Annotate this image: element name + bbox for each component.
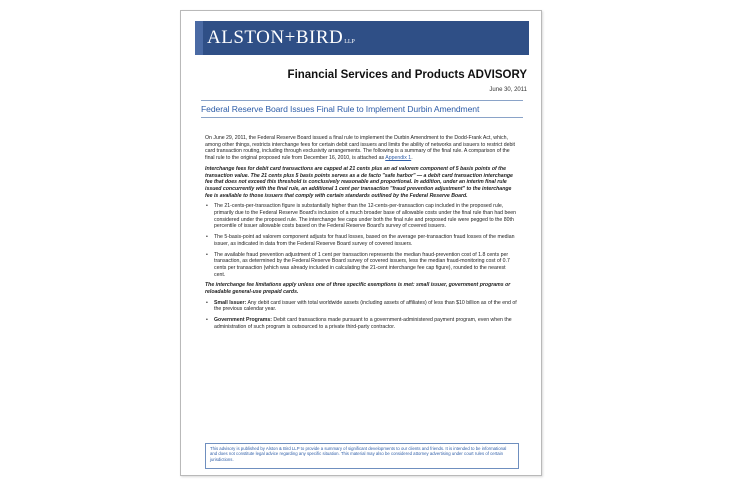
header-banner <box>195 21 529 55</box>
exemption-label: Government Programs: <box>214 317 272 324</box>
list-item <box>205 203 517 230</box>
bullet-icon: • <box>206 251 208 258</box>
intro-text-end: . <box>411 155 413 162</box>
list-item-text: The 21-cents-per-transaction figure is substantially higher than the 12-cents-per-transaction cap included in the proposed rule, primarily due to the Federal Reserve Board's inclusion of a much broader base of allowable costs under the final rule than had been considered under the proposed rule. The interchange fee caps under both the final rule and proposed rule were pegged to the 80th percentile of issuer allowable costs based on the Federal Reserve Board's survey of covered issuers. <box>214 203 517 230</box>
appendix-link[interactable]: Appendix 1 <box>385 155 412 162</box>
article-body <box>205 135 517 335</box>
disclaimer-text: This advisory is published by Alston & Bird LLP to provide a summary of significant developments to our clients and friends. It is intended to be informational and does not constitute legal advice regarding any specific situation. This material may also be considered attorney advertising under court rules of certain jurisdictions. <box>210 446 507 462</box>
headline-rule-bottom <box>201 117 523 118</box>
firm-logo <box>207 27 355 49</box>
list-item-text: The available fraud prevention adjustment of 1 cent per transaction represents the median fraud-prevention cost of 1.8 cents per transaction, as determined by the Federal Reserve Board survey of covered issuers, less the median fraud-monitoring cost of 0.7 cents per transaction (which was already included in calculating the 21-cent interchange fee cap figure), rounded to the nearest cent. <box>214 251 510 278</box>
exemption-list <box>205 300 517 331</box>
intro-paragraph <box>205 135 517 162</box>
exemptions-heading: The interchange fee limitations apply unless one of three specific exemptions is met: small issuer, government programs or reloadable general-use prepaid cards. <box>205 282 511 296</box>
bullet-icon: • <box>206 317 208 324</box>
document-page <box>180 10 542 476</box>
list-item <box>205 234 517 247</box>
bullet-icon: • <box>206 203 208 210</box>
list-item-text: The 5-basis-point ad valorem component adjusts for fraud losses, based on the average per-transaction fraud losses of the median issuer, as indicated in data from the Federal Reserve Board survey of covered issuers. <box>214 234 515 247</box>
banner-stripe <box>195 21 203 55</box>
list-item <box>205 252 517 279</box>
advisory-title: Financial Services and Products ADVISORY <box>287 69 527 81</box>
advisory-date: June 30, 2011 <box>489 87 527 93</box>
logo-suffix: LLP <box>344 39 355 45</box>
exemption-text: Debit card transactions made pursuant to a government-administered payment program, even when the administration of such program is outsourced to a private third-party contractor. <box>214 317 512 330</box>
exemption-label: Small Issuer: <box>214 299 247 306</box>
bullet-icon: • <box>206 234 208 241</box>
bullet-icon: • <box>206 299 208 306</box>
headline-rule-top <box>201 100 523 101</box>
list-item <box>205 317 517 330</box>
summary-paragraph: Interchange fees for debit card transactions are capped at 21 cents plus an ad valorem component of 5 basis points of the transaction value. The 21 cents plus 5 basis points serves as a de facto "safe harbor" — a debit card transaction interchange fee that does not exceed this threshold is conclusively reasonable and proportional. In addition, under an interim final rule issued concurrently with the final rule, an additional 1 cent per transaction "fraud prevention adjustment" to the interchange fee is available to those issuers that comply with certain standards outlined by the Federal Reserve Board. <box>205 165 513 199</box>
list-item <box>205 300 517 313</box>
logo-main: ALSTON+BIRD <box>207 27 344 48</box>
disclaimer-box <box>205 443 519 469</box>
intro-text: On June 29, 2011, the Federal Reserve Board issued a final rule to implement the Durbin Amendment to the Dodd-Frank Act, which, among other things, restricts interchange fees for certain debit card issuers and limits the ability of networks and issuers to restrict debit card transaction routing, including through exclusivity arrangements. The following is a summary of the final rule. A comparison of the final rule to the original proposed rule from December 16, 2010, is attached as <box>205 135 515 162</box>
article-headline: Federal Reserve Board Issues Final Rule to Implement Durbin Amendment <box>201 104 480 114</box>
detail-list <box>205 203 517 278</box>
exemption-text: Any debit card issuer with total worldwide assets (including assets of affiliates) of less than $10 billion as of the end of the previous calendar year. <box>214 299 517 313</box>
